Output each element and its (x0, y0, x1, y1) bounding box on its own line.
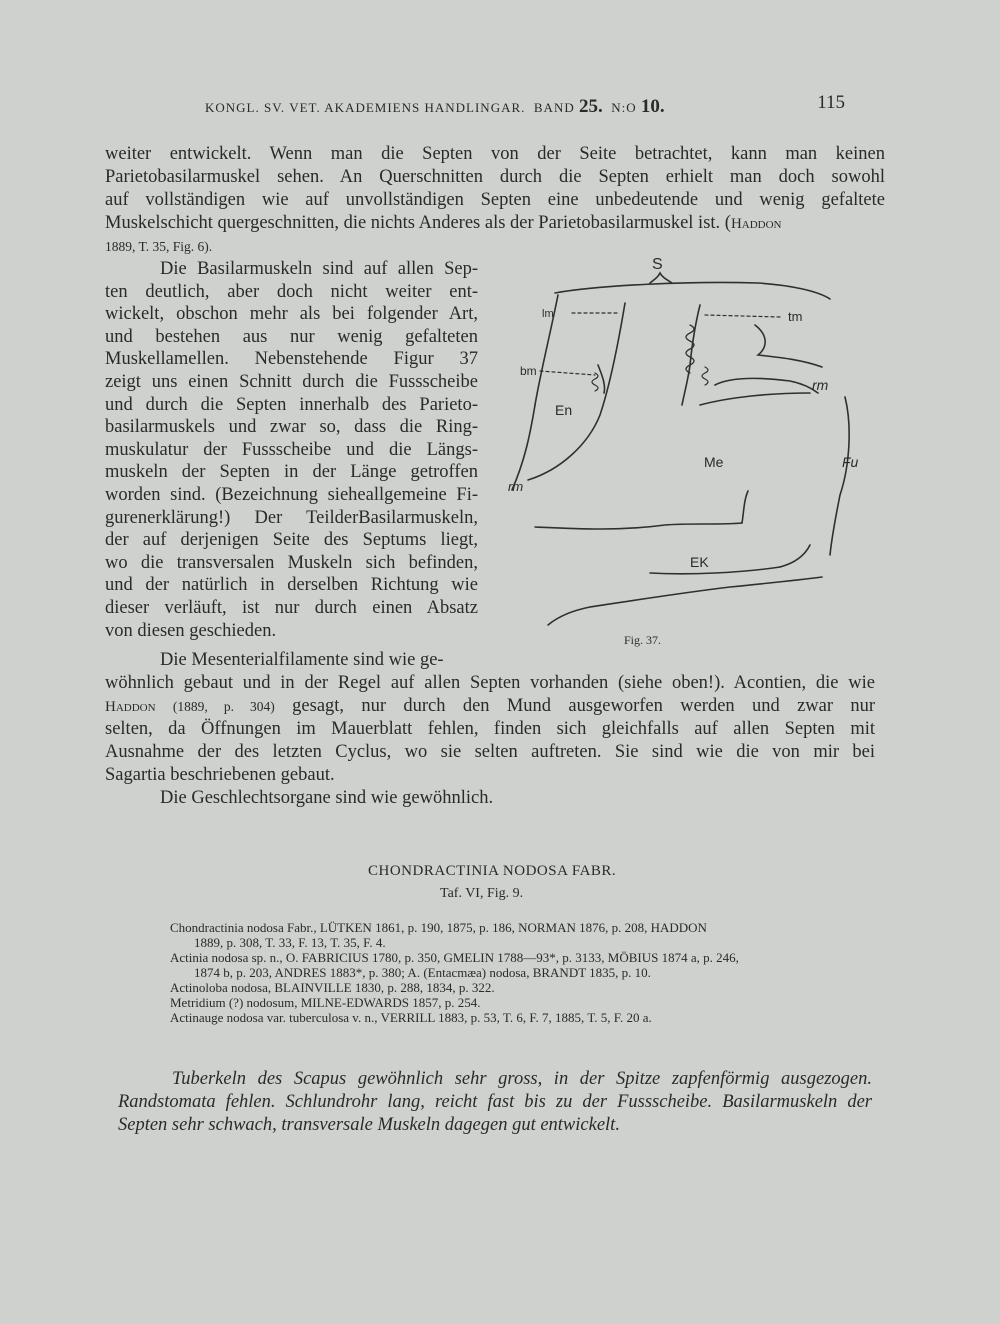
para2-line-16: dieser verläuft, ist nur durch einen Absatz (105, 598, 478, 618)
para3-line-1: Die Mesenterialfilamente sind wie ge- (160, 650, 444, 670)
para2-line-14: wo die transversalen Muskeln sich befinden, (105, 552, 478, 573)
no-label: N:O (611, 100, 637, 115)
rm-fold (715, 378, 818, 393)
para2-line-12: gurenerklärung!) Der TeilderBasilarmuskeln, (105, 507, 478, 528)
tm-dotted (705, 315, 780, 317)
label-fu: Fu (842, 454, 859, 470)
para2-line-15: und der natürlich in derselben Richtung wie (105, 575, 478, 596)
para3-line-6: Sagartia beschriebenen gebaut. (105, 765, 335, 785)
para2-line-10: muskeln der Septen in der Länge getroffen (105, 462, 478, 483)
issue-number: 10. (640, 96, 665, 117)
muscle-bundle-b (702, 367, 708, 385)
rm-base (700, 393, 810, 405)
para3-line-5: Ausnahme der des letzten Cyclus, wo sie selten auftreten. Sie sind wie die von mir bei (105, 742, 875, 762)
para2-line-2: ten deutlich, aber doch nicht weiter ent- (105, 281, 478, 302)
synonym-entry-4: Metridium (?) nodosum, MILNE-EDWARDS 1857, p. 254. (170, 995, 481, 1010)
outer-base-left (548, 607, 590, 625)
ek-lower (650, 567, 780, 574)
label-tm: tm (788, 309, 803, 324)
para2-line-17: von diesen geschieden. (105, 620, 277, 641)
label-ek: EK (690, 554, 709, 570)
label-en: En (555, 402, 573, 418)
label-me: Me (704, 454, 724, 470)
label-bm: bm (520, 364, 537, 378)
outer-contour (555, 282, 830, 299)
section-subtitle: Taf. VI, Fig. 9. (440, 886, 524, 901)
left-wall-lower (512, 405, 535, 490)
journal-title: KONGL. SV. VET. AKADEMIENS HANDLINGAR. (205, 100, 526, 115)
septum-left (598, 365, 605, 393)
inner-fold (755, 325, 822, 367)
running-header (205, 92, 845, 118)
band-number: 25. (578, 96, 603, 117)
para3-line-3: Haddon (1889, p. 304) gesagt, nur durch den Mund ausgeworfen werden und zwar nur (105, 696, 876, 716)
para2-line-8: basilarmuskels und zwar so, dass die Ring- (105, 417, 478, 438)
para1-line-3: auf vollständigen wie auf unvollständigen Septen eine unbedeutende und wenig gefaltete (105, 190, 885, 210)
septum-right (682, 305, 700, 405)
author-haddon-2: Haddon (105, 699, 156, 715)
label-rm-right: rm (812, 377, 829, 393)
para1-line-1: weiter entwickelt. Wenn man die Septen von der Seite betrachtet, kann man keinen (105, 144, 885, 164)
para2-line-13: der auf derjenigen Seite des Septums liegt, (105, 530, 478, 551)
para1-line-2: Parietobasilarmuskel sehen. An Querschnitten durch die Septen erhielt man doch sowohl (105, 167, 885, 187)
right-wall (830, 397, 849, 555)
synonymy-list: Chondractinia nodosa Fabr., LÜTKEN 1861, p. 190, 1875, p. 186, NORMAN 1876, p. 208, HADDON 1889, p. 308, T. 33, F. 13, T. 35, F. 4. Actinia nodosa sp. n., O. FABRICIUS 1780, p. 350, GMELIN 1788—93*, p. 3133, MÖBIUS 1874 a, p. 246, 1874 b, p. 203, ANDRES 1883*, p. 380; A. (Entacmæa) nodosa, BRANDT 1835, p. 10. Actinoloba nodosa, BLAINVILLE 1830, p. 288, 1834, p. 322. Metridium (?) nodosum, MILNE-EDWARDS 1857, p. 254. Actinauge nodosa var. tuberculosa v. n., VERRILL 1883, p. 53, T. 6, F. 7, 1885, T. 5, F. 20 a. (170, 920, 875, 1025)
label-lm: lm (542, 308, 554, 320)
page-number: 115 (817, 92, 845, 113)
para2-line-1: Die Basilarmuskeln sind auf allen Sep- (160, 259, 478, 279)
para4: Die Geschlechtsorgane sind wie gewöhnlich. (160, 788, 494, 808)
diagnosis-line-1: Tuberkeln des Scapus gewöhnlich sehr gross, in der Spitze zapfenförmig ausgezogen. (172, 1069, 872, 1089)
bm-dotted (540, 371, 595, 375)
synonym-entry-3: Actinoloba nodosa, BLAINVILLE 1830, p. 288, 1834, p. 322. (170, 980, 495, 995)
figure-caption: Fig. 37. (624, 633, 662, 647)
para2-line-3: wickelt, obschon mehr als bei folgender Art, (105, 304, 478, 325)
para2-line-5: Muskellamellen. Nebenstehende Figur 37 (105, 349, 478, 370)
author-haddon: Haddon (730, 216, 782, 232)
para2-line-4: und bestehen aus nur wenig gefalteten (105, 326, 478, 347)
section-title: CHONDRACTINIA NODOSA FABR. (368, 863, 617, 879)
para3-line-2: wöhnlich gebaut und in der Regel auf allen Septen vorhanden (siehe oben!). Acontien, die wie (105, 673, 875, 693)
para1-line-4: Muskelschicht quergeschnitten, die nichts Anderes als der Parietobasilarmuskel ist. (Haddon (105, 213, 782, 233)
synonym-entry-2: Actinia nodosa sp. n., O. FABRICIUS 1780, p. 350, GMELIN 1788—93*, p. 3133, MÖBIUS 1874 a, p. 246, (170, 950, 739, 965)
brace-s (650, 273, 672, 283)
para1-line-5: 1889, T. 35, Fig. 6). (105, 239, 213, 254)
muscle-bundle-a (592, 373, 598, 391)
label-s: S (652, 256, 663, 273)
band-label: BAND (533, 100, 575, 115)
figure-37 (500, 255, 870, 635)
para3-line-4: selten, da Öffnungen im Mauerblatt fehlen, finden sich gleichfalls auf allen Septen mit (105, 719, 875, 739)
diagnosis-line-3: Septen sehr schwach, transversale Muskeln dagegen gut entwickelt. (118, 1115, 620, 1135)
para2-line-6: zeigt uns einen Schnitt durch die Fussscheibe (105, 372, 478, 392)
ek-upper (535, 523, 742, 529)
para2-line-9: muskulatur der Fussscheibe und die Längs- (105, 439, 478, 460)
en-line (528, 303, 625, 480)
ek-right-lower (780, 545, 810, 567)
para2-line-11: worden sind. (Bezeichnung sieheallgemeine Fi- (105, 485, 478, 505)
label-rm-left: rm (508, 479, 524, 494)
diagnosis-line-2: Randstomata fehlen. Schlundrohr lang, reicht fast bis zu der Fussscheibe. Basilarmuskeln der (118, 1092, 872, 1112)
ek-step (742, 491, 748, 523)
para2-line-7: und durch die Septen innerhalb des Parieto- (105, 394, 478, 415)
synonym-entry-1: Chondractinia nodosa Fabr., LÜTKEN 1861, p. 190, 1875, p. 186, NORMAN 1876, p. 208, HADDON (170, 920, 707, 935)
outer-base (590, 577, 822, 607)
synonym-entry-5: Actinauge nodosa var. tuberculosa v. n., VERRILL 1883, p. 53, T. 6, F. 7, 1885, T. 5, F. 20 a. (170, 1010, 652, 1025)
